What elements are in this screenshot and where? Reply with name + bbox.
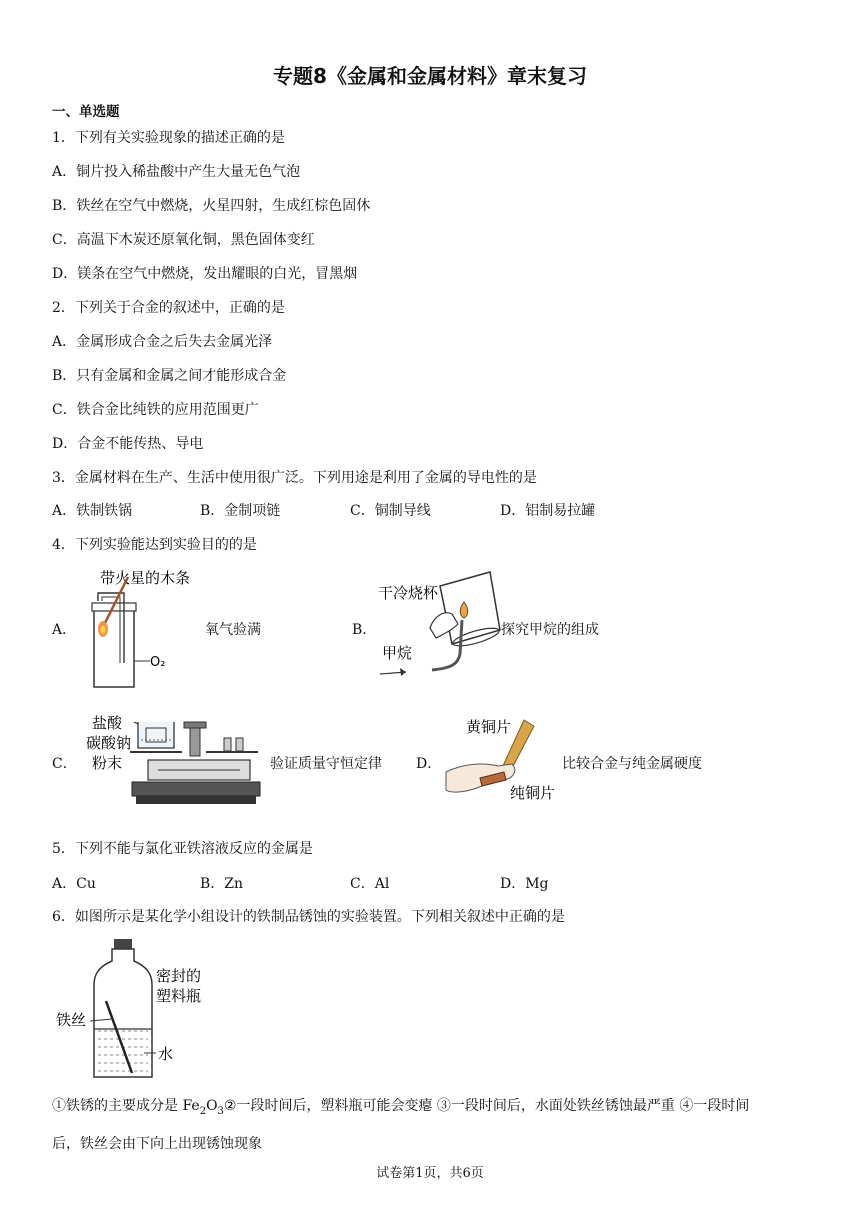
q2-option-c[interactable]: C．铁合金比纯铁的应用范围更广 <box>52 402 259 418</box>
rust-bottle-figure <box>54 935 214 1085</box>
q5-option-d[interactable]: D．Mg <box>500 876 549 892</box>
figure-label-beaker: 干冷烧杯 <box>378 584 439 602</box>
q3-option-c[interactable]: C．铜制导线 <box>350 503 431 519</box>
q3-option-b[interactable]: B．金制项链 <box>200 503 281 519</box>
q6-stem: 6．如图所示是某化学小组设计的铁制品锈蚀的实验装置。下列相关叙述中正确的是 <box>52 909 565 925</box>
q3-stem: 3．金属材料在生产、生活中使用很广泛。下列用途是利用了金属的导电性的是 <box>52 470 537 486</box>
q4-option-b-label[interactable]: B． <box>352 622 377 638</box>
figure-label-sodium-carbonate: 碳酸钠 <box>86 734 132 752</box>
figure-label-brass: 黄铜片 <box>466 718 512 736</box>
q6-statements <box>52 1090 812 1160</box>
q3-option-d[interactable]: D．铝制易拉罐 <box>500 503 596 519</box>
q1-option-a[interactable]: A．铜片投入稀盐酸中产生大量无色气泡 <box>52 164 301 180</box>
oxygen-check-figure <box>78 563 208 693</box>
q3-options <box>52 500 812 520</box>
q6-statement-line-2: 后，铁丝会由下向上出现锈蚀现象 <box>52 1135 262 1152</box>
figure-label-iron-wire: 铁丝 <box>56 1011 87 1029</box>
figure-label-bottle: 塑料瓶 <box>156 987 202 1005</box>
q2-option-a[interactable]: A．金属形成合金之后失去金属光泽 <box>52 334 273 350</box>
figure-label-water: 水 <box>158 1045 174 1063</box>
q2-option-d[interactable]: D．合金不能传热、导电 <box>52 436 204 452</box>
figure-label-o2: O₂ <box>150 655 166 670</box>
figure-label-powder: 粉末 <box>92 754 123 772</box>
q2-stem: 2．下列关于合金的叙述中，正确的是 <box>52 300 285 316</box>
q4-option-a-label[interactable]: A． <box>52 622 77 638</box>
methane-beaker-figure <box>372 568 502 683</box>
page-footer: 试卷第1页，共6页 <box>376 1166 484 1181</box>
q4-option-c-label[interactable]: C． <box>52 756 77 772</box>
q3-option-a[interactable]: A．铁制铁锅 <box>52 503 133 519</box>
q1-option-c[interactable]: C．高温下木炭还原氧化铜，黑色固体变红 <box>52 232 315 248</box>
q5-stem: 5．下列不能与氯化亚铁溶液反应的金属是 <box>52 841 313 857</box>
q1-stem: 1．下列有关实验现象的描述正确的是 <box>52 130 285 146</box>
q5-option-a[interactable]: A．Cu <box>52 876 96 892</box>
q6-statement-line-1: ①铁锈的主要成分是 $Fe_2O_3②$一段时间后，塑料瓶可能会变瘪 ③一段时间后，水面处铁丝锈蚀最严重 ④一段时间 <box>52 1098 750 1117</box>
q4-stem: 4．下列实验能达到实验目的的是 <box>52 537 257 553</box>
figure-label-methane: 甲烷 <box>382 644 413 662</box>
q4-option-b-caption: 探究甲烷的组成 <box>501 622 599 638</box>
balance-figure <box>86 708 264 812</box>
q1-option-b[interactable]: B．铁丝在空气中燃烧，火星四射，生成红棕色固休 <box>52 198 371 214</box>
figure-label-sealed: 密封的 <box>156 967 202 985</box>
q4-option-a-caption: 氧气验满 <box>205 622 261 638</box>
q4-option-d-label[interactable]: D． <box>416 756 442 772</box>
q1-option-d[interactable]: D．镁条在空气中燃烧，发出耀眼的白光，冒黑烟 <box>52 266 358 282</box>
hardness-figure <box>442 712 560 806</box>
q5-option-b[interactable]: B．Zn <box>200 876 244 892</box>
figure-label-acid: 盐酸 <box>92 714 123 732</box>
section-heading: 一、单选题 <box>52 104 120 120</box>
q4-option-c-caption: 验证质量守恒定律 <box>270 756 382 772</box>
q4-option-d-caption: 比较合金与纯金属硬度 <box>562 756 702 772</box>
q2-option-b[interactable]: B．只有金属和金属之间才能形成合金 <box>52 368 287 384</box>
figure-label-copper: 纯铜片 <box>510 784 556 802</box>
q5-option-c[interactable]: C．Al <box>350 876 390 892</box>
figure-label-splint: 带火星的木条 <box>100 569 191 587</box>
q5-options <box>52 873 812 893</box>
page-title: 专题8《金属和金属材料》章末复习 <box>273 64 587 88</box>
